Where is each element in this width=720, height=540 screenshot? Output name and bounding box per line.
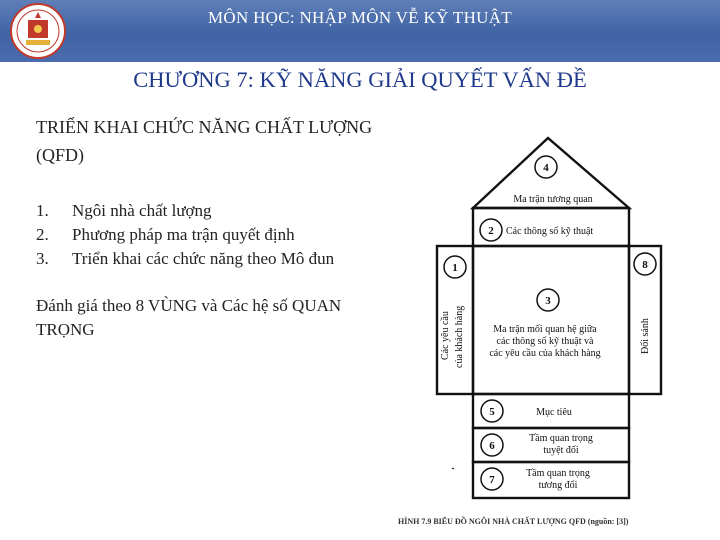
roof-label: Ma trận tương quan bbox=[513, 194, 593, 205]
course-title: MÔN HỌC: NHẬP MÔN VỄ KỸ THUẬT bbox=[207, 8, 512, 27]
relationship-matrix-box bbox=[473, 246, 629, 394]
section-subtitle: TRIỂN KHAI CHỨC NĂNG CHẤT LƯỢNG (QFD) bbox=[36, 117, 373, 165]
list-item: 1. Ngôi nhà chất lượng bbox=[36, 201, 212, 220]
house-of-quality-diagram bbox=[396, 128, 720, 540]
evaluation-text: Đánh giá theo 8 VÙNG và Các hệ số QUAN TRỌNG bbox=[36, 296, 342, 339]
customer-req-label-2: của khách hàng bbox=[454, 305, 465, 368]
zone-number: 7 bbox=[489, 474, 495, 486]
list-item: 3. Triển khai các chức năng theo Mô đun bbox=[36, 249, 335, 268]
matrix-label-line3: các yêu cầu của khách hàng bbox=[489, 348, 601, 359]
abs-importance-label-2: tuyệt đối bbox=[543, 445, 579, 456]
zone-number: 1 bbox=[452, 262, 458, 274]
zone-number: 8 bbox=[642, 259, 648, 271]
matrix-label-line1: Ma trận mối quan hệ giữa bbox=[493, 324, 597, 335]
matrix-label-line2: các thông số kỹ thuật và bbox=[496, 336, 594, 347]
header-bar bbox=[0, 0, 720, 62]
zone-number: 6 bbox=[489, 440, 495, 452]
zone-number: 2 bbox=[488, 225, 494, 237]
zone-number: 3 bbox=[545, 295, 551, 307]
zone-number: 5 bbox=[489, 406, 495, 418]
tech-params-label: Các thông số kỹ thuật bbox=[506, 226, 594, 237]
figure-caption: HÌNH 7.9 BIỂU ĐỒ NGÔI NHÀ CHẤT LƯỢNG QFD (nguồn: [3]) bbox=[398, 517, 629, 526]
comparison-label: Đối sánh bbox=[640, 318, 651, 354]
rel-importance-label-2: tương đối bbox=[538, 480, 578, 491]
target-label: Mục tiêu bbox=[536, 407, 572, 418]
customer-req-label-1: Các yêu cầu bbox=[440, 311, 451, 360]
list-item: 2. Phương pháp ma trận quyết định bbox=[36, 225, 295, 244]
rel-importance-label-1: Tầm quan trọng bbox=[526, 468, 590, 479]
zone-number: 4 bbox=[543, 162, 549, 174]
chapter-title: CHƯƠNG 7: KỸ NĂNG GIẢI QUYẾT VẤN ĐỀ bbox=[133, 67, 587, 92]
topic-list bbox=[36, 199, 334, 271]
abs-importance-label-1: Tầm quan trọng bbox=[529, 433, 593, 444]
